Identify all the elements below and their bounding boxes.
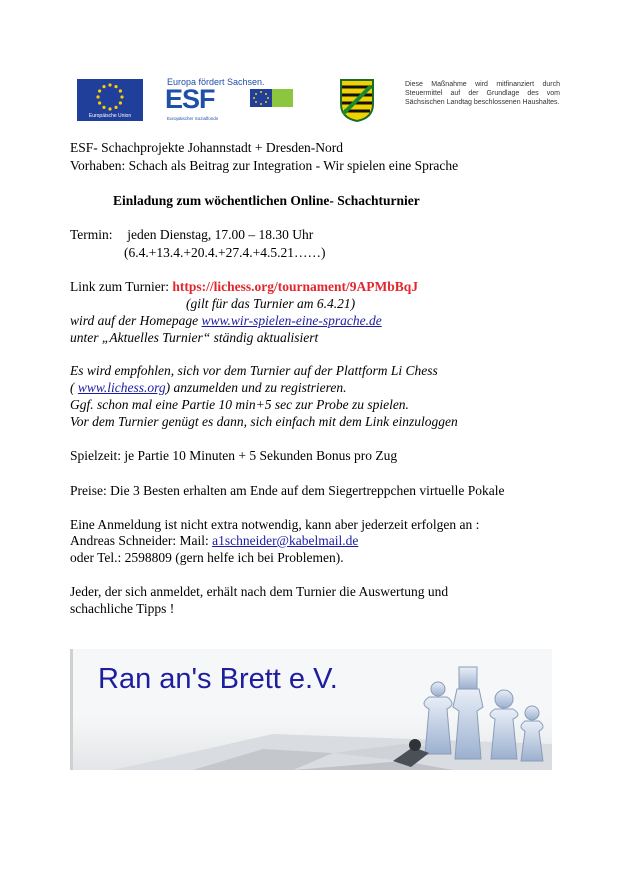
recommendation-3: Ggf. schon mal eine Partie 10 min+5 sec zur Probe zu spielen. — [70, 397, 409, 412]
page-title: Einladung zum wöchentlichen Online- Schachturnier — [113, 193, 420, 208]
termin-dates: (6.4.+13.4.+20.4.+27.4.+4.5.21……) — [124, 245, 326, 260]
homepage-prefix: wird auf der Homepage — [70, 313, 202, 328]
eu-caption: Europäische Union — [88, 113, 132, 119]
termin-row — [70, 226, 313, 244]
registration-line-3: oder Tel.: 2598809 (gern helfe ich bei Problemen). — [70, 550, 344, 565]
banner-title: Ran an's Brett e.V. — [98, 663, 338, 695]
funding-notice: Diese Maßnahme wird mitfinanziert durch Steuermittel auf der Grundlage des vom Sächsischen Landtag beschlossenen Haushaltes. — [405, 81, 560, 106]
esf-logo — [163, 77, 293, 123]
homepage-row — [70, 312, 382, 330]
contact-prefix: Andreas Schneider: Mail: — [70, 533, 213, 548]
club-banner — [70, 649, 552, 770]
esf-subtitle: Europäischer Sozialfonds — [167, 116, 219, 121]
project-subtitle: Vorhaben: Schach als Beitrag zur Integration - Wir spielen eine Sprache — [70, 158, 459, 173]
spielzeit-line: Spielzeit: je Partie 10 Minuten + 5 Sekunden Bonus pro Zug — [70, 448, 398, 463]
recommendation-2 — [70, 379, 347, 397]
project-line: ESF- Schachprojekte Johannstadt + Dresden-Nord — [70, 140, 344, 155]
lichess-link[interactable]: www.lichess.org — [77, 380, 166, 395]
homepage-suffix: unter „Aktuelles Turnier“ ständig aktualisiert — [70, 330, 319, 345]
rec2-prefix: ( — [70, 380, 78, 395]
saxony-coat-of-arms-icon — [339, 78, 375, 122]
esf-tagline: Europa fördert Sachsen. — [167, 77, 265, 87]
closing-line-2: schachliche Tipps ! — [70, 601, 175, 616]
tournament-link-row — [70, 278, 418, 296]
recommendation-4: Vor dem Turnier genügt es dann, sich einfach mit dem Link einzuloggen — [70, 414, 458, 429]
homepage-link[interactable]: www.wir-spielen-eine-sprache.de — [201, 313, 382, 328]
esf-green-block — [272, 89, 293, 107]
closing-line-1: Jeder, der sich anmeldet, erhält nach dem Turnier die Auswertung und — [70, 584, 449, 599]
esf-eu-flag-icon — [250, 89, 272, 107]
registration-line-2 — [70, 532, 358, 550]
registration-line-1: Eine Anmeldung ist nicht extra notwendig, kann aber jederzeit erfolgen an : — [70, 517, 480, 532]
tournament-link-note: (gilt für das Turnier am 6.4.21) — [186, 296, 356, 311]
tournament-link[interactable]: https://lichess.org/tournament/9APMbBqJ — [172, 279, 419, 294]
termin-value: jeden Dienstag, 17.00 – 18.30 Uhr — [127, 227, 314, 242]
esf-wordmark: ESF — [165, 84, 215, 114]
preise-line: Preise: Die 3 Besten erhalten am Ende auf dem Siegertreppchen virtuelle Pokale — [70, 483, 505, 498]
contact-email-link[interactable]: a1schneider@kabelmail.de — [212, 533, 359, 548]
recommendation-1: Es wird empfohlen, sich vor dem Turnier auf der Plattform Li Chess — [70, 363, 438, 378]
termin-label: Termin: — [70, 227, 113, 242]
rec2-suffix: ) anzumelden und zu registrieren. — [165, 380, 347, 395]
tournament-link-label: Link zum Turnier: — [70, 279, 173, 294]
